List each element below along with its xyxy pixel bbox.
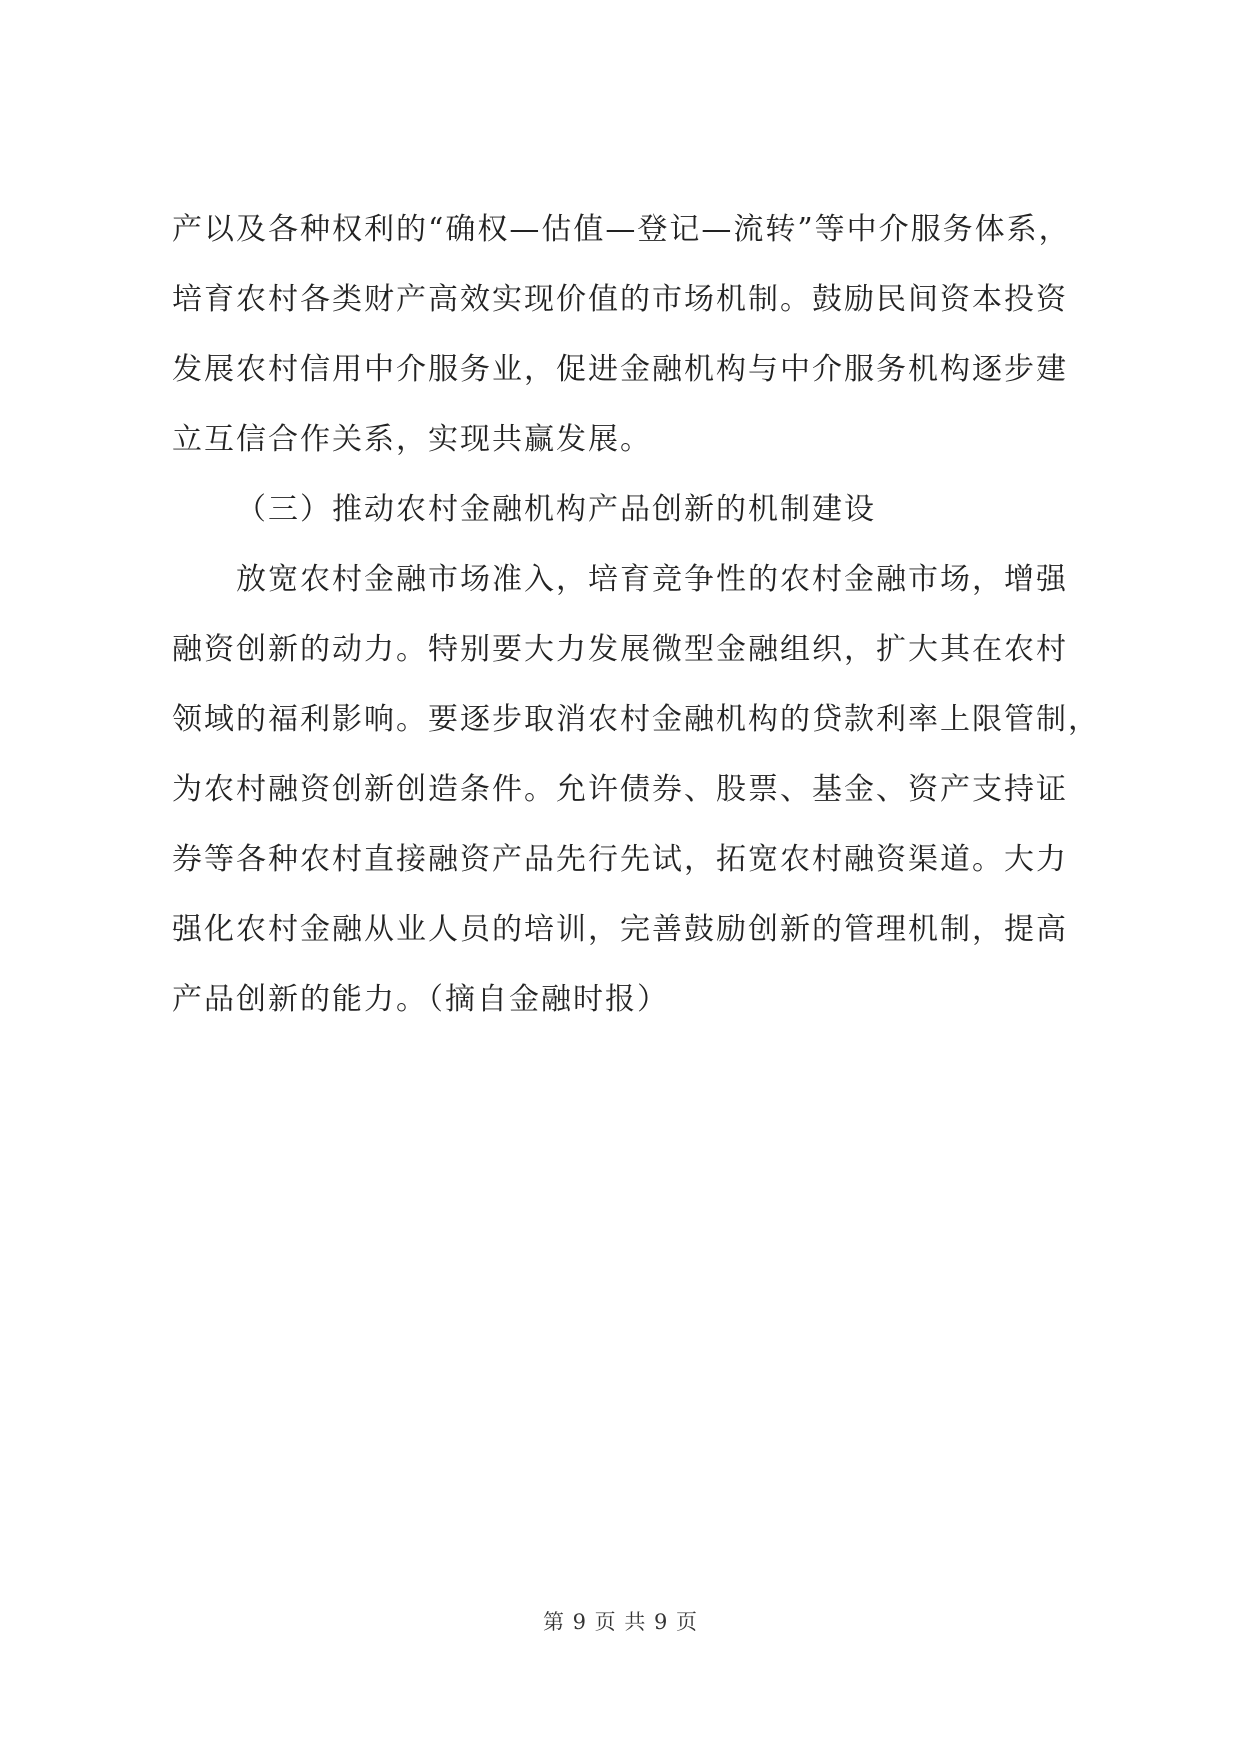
section-heading: （三）推动农村金融机构产品创新的机制建设 — [236, 492, 876, 527]
paragraph-line: 强化农村金融从业人员的培训，完善鼓励创新的管理机制，提高 — [172, 912, 1068, 947]
document-body — [172, 205, 1100, 1045]
paragraph-line: 融资创新的动力。特别要大力发展微型金融组织，扩大其在农村 — [172, 632, 1068, 667]
paragraph-line: 培育农村各类财产高效实现价值的市场机制。鼓励民间资本投资 — [172, 282, 1068, 317]
paragraph-line: 产以及各种权利的“确权—估值—登记—流转”等中介服务体系， — [172, 212, 1071, 247]
paragraph-line: 领域的福利影响。要逐步取消农村金融机构的贷款利率上限管制， — [172, 702, 1100, 737]
paragraph-line: 发展农村信用中介服务业，促进金融机构与中介服务机构逐步建 — [172, 352, 1068, 387]
paragraph-line: 为农村融资创新创造条件。允许债券、股票、基金、资产支持证 — [172, 772, 1068, 807]
paragraph-line: 产品创新的能力。（摘自金融时报） — [172, 982, 669, 1017]
page-number-footer: 第 9 页 共 9 页 — [542, 1610, 699, 1634]
paragraph-line: 立互信合作关系，实现共赢发展。 — [172, 422, 652, 457]
paragraph-line: 券等各种农村直接融资产品先行先试，拓宽农村融资渠道。大力 — [172, 842, 1068, 877]
paragraph-line: 放宽农村金融市场准入，培育竞争性的农村金融市场，增强 — [236, 562, 1068, 597]
